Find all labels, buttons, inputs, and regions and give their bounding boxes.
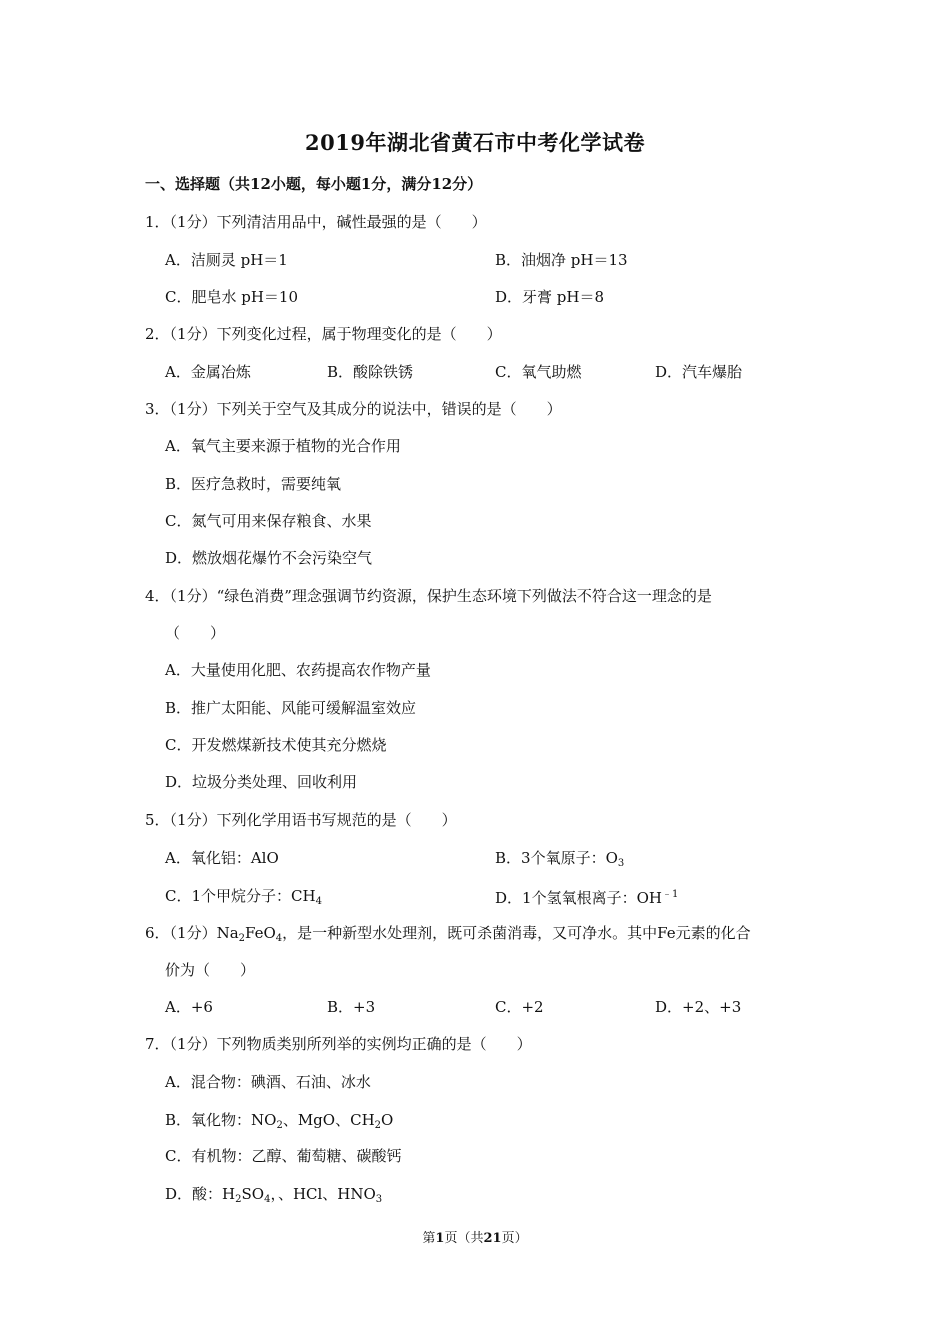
question-2-stem: 2．（1分）下列变化过程，属于物理变化的是（ ） (145, 325, 502, 343)
q3-option-a: A．氧气主要来源于植物的光合作用 (165, 437, 401, 455)
q1-option-c: C．肥皂水 pH＝10 (165, 288, 299, 306)
question-6-stem: 6．（1分）$Na_2FeO_4$，是一种新型水处理剂，既可杀菌消毒，又可净水。其中Fe元素的化合 (145, 924, 751, 944)
q6-option-d: D．+2、+3 (655, 998, 742, 1016)
q4-option-a: A．大量使用化肥、农药提高农作物产量 (165, 661, 431, 679)
question-3-stem: 3．（1分）下列关于空气及其成分的说法中，错误的是（ ） (145, 400, 562, 418)
q6-option-a: A．+6 (165, 998, 213, 1016)
paper-title: 2019年湖北省黄石市中考化学试卷 (305, 130, 645, 155)
q2-option-b: B．酸除铁锈 (327, 363, 414, 381)
q3-option-d: D．燃放烟花爆竹不会污染空气 (165, 549, 373, 567)
question-5-stem: 5．（1分）下列化学用语书写规范的是（ ） (145, 811, 457, 829)
q4-option-c: C．开发燃煤新技术使其充分燃烧 (165, 736, 387, 754)
q2-option-c: C．氧气助燃 (495, 363, 582, 381)
question-4-stem: 4．（1分）“绿色消费”理念强调节约资源，保护生态环境下列做法不符合这一理念的是 (145, 587, 712, 605)
q4-option-d: D．垃圾分类处理、回收利用 (165, 773, 358, 791)
q4-option-b: B．推广太阳能、风能可缓解温室效应 (165, 699, 417, 717)
q7-option-a: A．混合物：碘酒、石油、冰水 (165, 1073, 371, 1091)
page-footer: 第1页（共21页） (422, 1231, 528, 1246)
q6-option-c: C．+2 (495, 998, 544, 1016)
q6-option-b: B．+3 (327, 998, 376, 1016)
question-1-stem: 1．（1分）下列清洁用品中，碱性最强的是（ ） (145, 213, 487, 231)
q5-option-b: B．3个氧原子：$O_3$ (495, 849, 625, 869)
q2-option-d: D．汽车爆胎 (655, 363, 743, 381)
question-6-stem-cont: 价为（ ） (165, 961, 256, 979)
question-7-stem: 7．（1分）下列物质类别所列举的实例均正确的是（ ） (145, 1035, 532, 1053)
q7-option-c: C．有机物：乙醇、葡萄糖、碳酸钙 (165, 1147, 402, 1165)
q5-option-a: A．氧化铝：AlO (165, 849, 279, 867)
q1-option-a: A．洁厕灵 pH＝1 (165, 251, 288, 269)
q1-option-b: B．油烟净 pH＝13 (495, 251, 628, 269)
q1-option-d: D．牙膏 pH＝8 (495, 288, 605, 306)
q3-option-c: C．氮气可用来保存粮食、水果 (165, 512, 372, 530)
q7-option-b: B．氧化物：$NO_2$、MgO、$CH_2O$ (165, 1111, 394, 1131)
q7-option-d: D．酸：$H_2SO_4$，、HCl、$HNO_3$ (165, 1185, 383, 1205)
question-4-stem-cont: （ ） (165, 624, 226, 642)
q5-option-d: D．1个氢氧根离子：$OH^{﹣1}$ (495, 889, 679, 907)
q2-option-a: A．金属冶炼 (165, 363, 251, 381)
section-heading: 一、选择题（共12小题，每小题1分，满分12分） (145, 175, 483, 193)
q3-option-b: B．医疗急救时，需要纯氧 (165, 475, 342, 493)
q5-option-c: C．1个甲烷分子：$CH_4$ (165, 887, 322, 907)
